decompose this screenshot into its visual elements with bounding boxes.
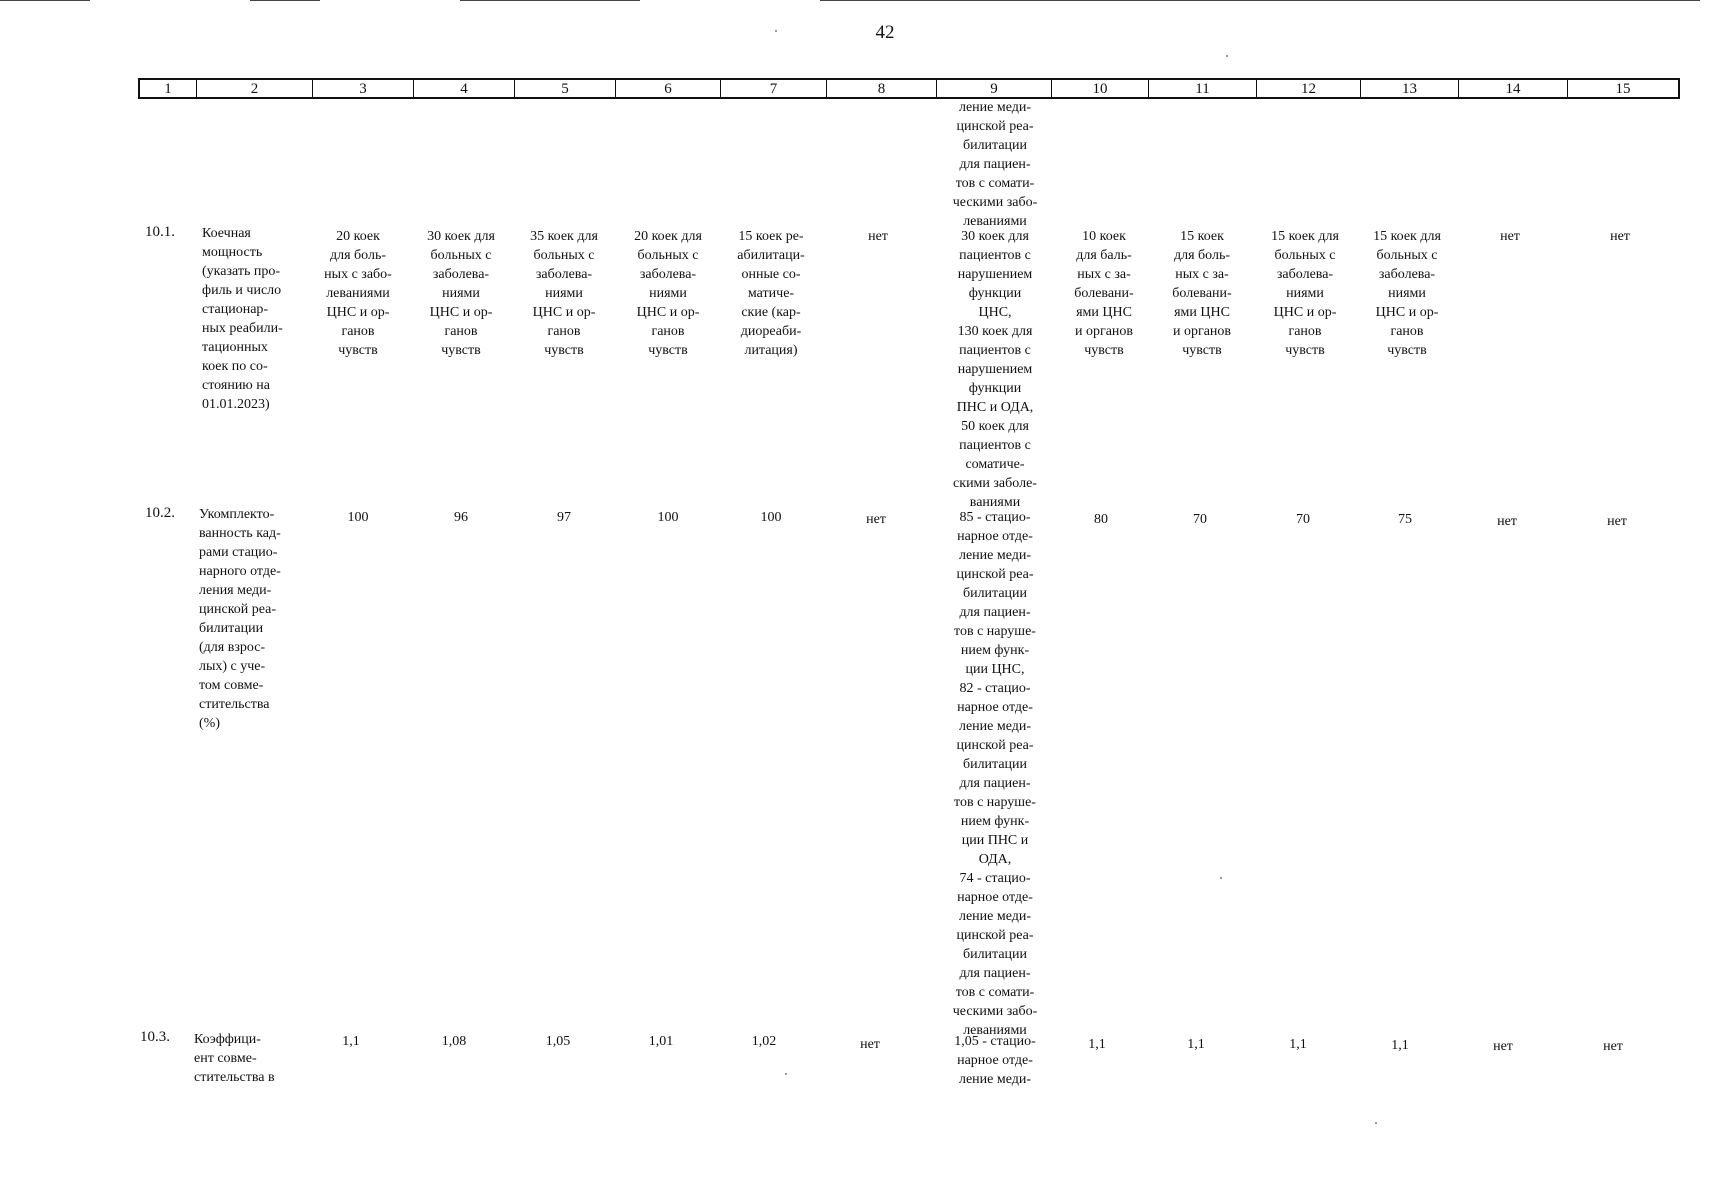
- cell-col-15: нет: [1610, 229, 1630, 244]
- cell-col-4: 1,08: [441, 1034, 467, 1049]
- cell-col-4: 96: [454, 510, 468, 525]
- header-col-7: 7: [721, 80, 827, 97]
- cell-col-6: 100: [657, 510, 679, 525]
- row-label: Коечная мощность (указать про- филь и число стационар- ных реабили- тационных коек по со- стоянию на 01.01.2023): [202, 226, 283, 412]
- scan-speck: [1375, 1122, 1377, 1124]
- header-col-4: 4: [414, 80, 515, 97]
- cell-col-6: 1,01: [648, 1034, 674, 1049]
- row-label: Укомплекто- ванность кад- рами стацио- нарного отде- ления меди- цинской реа- билитации (для взрос- лых) с уче- том совме- стительства (%): [199, 507, 281, 731]
- cell-col-12: 1,1: [1289, 1037, 1307, 1052]
- cell-col-9: 85 - стацио- нарное отде- ление меди- цинской реа- билитации для пациен- тов с наруше- нием функ- ции ЦНС, 82 - стацио- нарное отде- ление меди- цинской реа- билитации для пациен- тов с наруше- нием функ- ции ПНС и ОДА, 74 - стацио- нарное отде- ление меди- цинской реа- билитации для пациен- тов с сомати- ческими забо- леваниями: [952, 510, 1038, 1038]
- cell-col-13: 1,1: [1391, 1038, 1409, 1053]
- cell-col-11: 70: [1193, 512, 1207, 527]
- cell-col-7: 1,02: [751, 1034, 777, 1049]
- cell-col-13: 15 коек для больных с заболева- ниями ЦНС и ор- ганов чувств: [1373, 229, 1441, 358]
- cell-col-5: 97: [557, 510, 571, 525]
- header-col-11: 11: [1149, 80, 1257, 97]
- cell-col-10: 1,1: [1088, 1037, 1106, 1052]
- column-number-header: [138, 78, 1680, 99]
- cell-col-9: 30 коек для пациентов с нарушением функции ЦНС, 130 коек для пациентов с нарушением функции ПНС и ОДА, 50 коек для пациентов с соматиче- скими заболе- ваниями: [953, 229, 1037, 510]
- cell-col-15: нет: [1603, 1039, 1623, 1054]
- row-number: 10.1.: [145, 224, 175, 240]
- header-col-12: 12: [1257, 80, 1361, 97]
- cell-col-11: 1,1: [1187, 1037, 1205, 1052]
- cell-col-7: 100: [760, 510, 782, 525]
- page-number: 42: [875, 22, 895, 43]
- cell-col-3: 20 коек для боль- ных с забо- леваниями ЦНС и ор- ганов чувств: [324, 229, 392, 358]
- header-col-14: 14: [1459, 80, 1568, 97]
- cell-col-8: нет: [860, 1037, 880, 1052]
- cell-col-10: 10 коек для баль- ных с за- болевани- ями ЦНС и органов чувств: [1074, 229, 1134, 358]
- cell-col-5: 35 коек для больных с заболева- ниями ЦНС и ор- ганов чувств: [530, 229, 598, 358]
- header-col-13: 13: [1361, 80, 1459, 97]
- header-col-6: 6: [616, 80, 721, 97]
- cell-col-9: 1,05 - стацио- нарное отде- ление меди-: [954, 1034, 1036, 1087]
- cell-col-5: 1,05: [545, 1034, 571, 1049]
- cell-col-3: 100: [347, 510, 369, 525]
- cell-col-12: 70: [1296, 512, 1310, 527]
- cell-col-11: 15 коек для боль- ных с за- болевани- ями ЦНС и органов чувств: [1172, 229, 1232, 358]
- header-col-3: 3: [313, 80, 414, 97]
- cell-col-4: 30 коек для больных с заболева- ниями ЦНС и ор- ганов чувств: [427, 229, 495, 358]
- scan-speck: [775, 30, 777, 32]
- cell-col-13: 75: [1398, 512, 1412, 527]
- header-col-8: 8: [827, 80, 937, 97]
- cell-col-14: нет: [1497, 514, 1517, 529]
- cell-col-8: нет: [866, 512, 886, 527]
- cell-col-12: 15 коек для больных с заболева- ниями ЦНС и ор- ганов чувств: [1271, 229, 1339, 358]
- cell-col-8: нет: [868, 229, 888, 244]
- header-col-9: 9: [937, 80, 1052, 97]
- cell-col-3: 1,1: [342, 1034, 360, 1049]
- header-col-10: 10: [1052, 80, 1149, 97]
- cell-col-6: 20 коек для больных с заболева- ниями ЦНС и ор- ганов чувств: [634, 229, 702, 358]
- col9-continuation: ление меди- цинской реа- билитации для пациен- тов с сомати- ческими забо- леваниями: [952, 100, 1038, 229]
- cell-col-14: нет: [1500, 229, 1520, 244]
- cell-col-15: нет: [1607, 514, 1627, 529]
- row-number: 10.2.: [145, 505, 175, 521]
- header-col-2: 2: [197, 80, 313, 97]
- scan-speck: [1220, 877, 1222, 879]
- cell-col-14: нет: [1493, 1039, 1513, 1054]
- cell-col-7: 15 коек ре- абилитаци- онные со- матиче- ские (кар- диореаби- литация): [737, 229, 805, 358]
- row-number: 10.3.: [140, 1029, 170, 1045]
- header-col-15: 15: [1615, 81, 1631, 97]
- scan-speck: [785, 1073, 787, 1075]
- row-label: Коэффици- ент совме- стительства в: [194, 1032, 275, 1085]
- header-col-1: 1: [140, 80, 197, 97]
- scan-speck: [1226, 55, 1228, 57]
- header-col-5: 5: [515, 80, 616, 97]
- cell-col-10: 80: [1094, 512, 1108, 527]
